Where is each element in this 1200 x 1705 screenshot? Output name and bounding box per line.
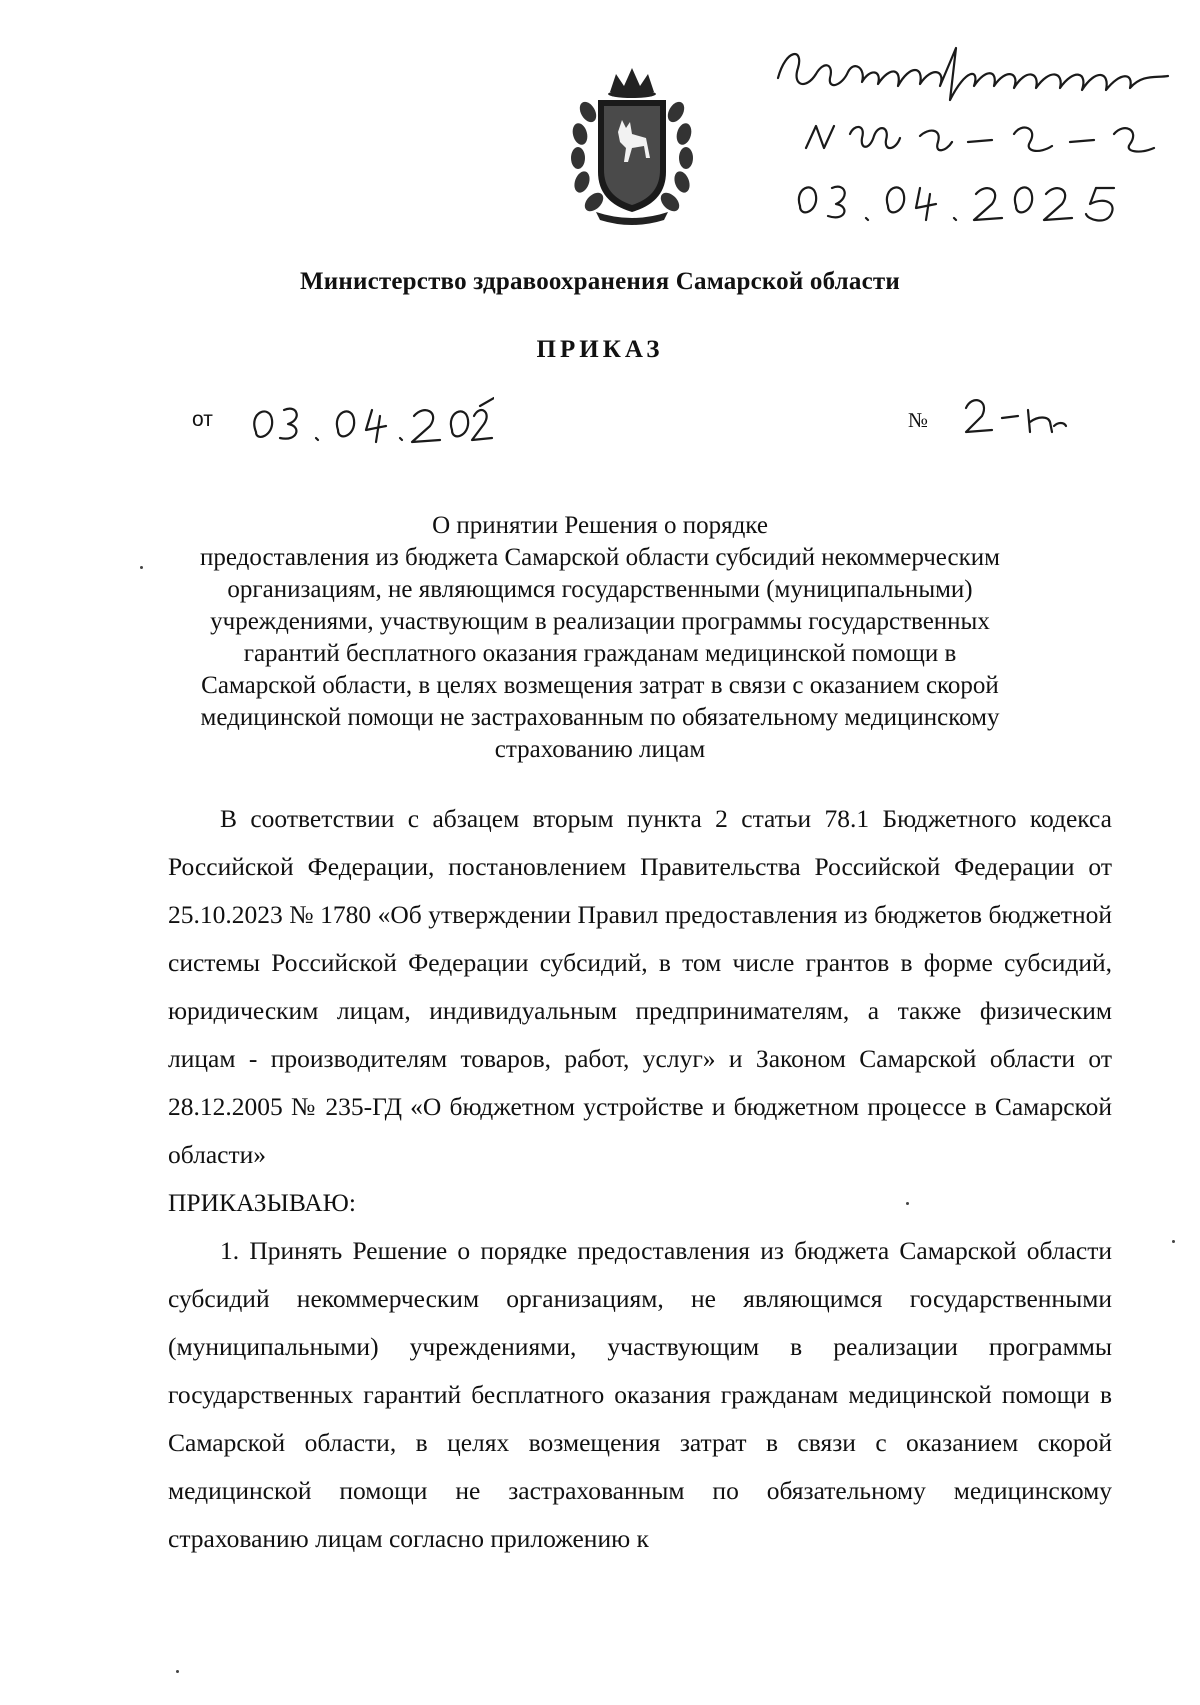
order-body [168, 795, 1112, 1563]
subject-line: Самарской области, в целях возмещения затрат в связи с оказанием скорой [201, 672, 999, 699]
subject-line: страхованию лицам [494, 736, 706, 763]
document-type-title: ПРИКАЗ [536, 336, 664, 363]
ministry-name: Министерство здравоохранения Самарской области [299, 268, 900, 295]
registration-stamp-handwriting [770, 38, 1180, 228]
preamble-paragraph: В соответствии с абзацем вторым пункта 2 статьи 78.1 Бюджетного кодекса Российской Федерации, постановлением Правительства Российской Федерации от 25.10.2023 № 1780 «Об утверждении Правил предоставления из бюджетов бюджетной системы Российской Федерации субсидий, в том числе грантов в форме субсидий, юридическим лицам, индивидуальным предпринимателям, а также физическим лицам - производителям товаров, работ, услуг» и Законом Самарской области от 28.12.2005 № 235-ГД «О бюджетном устройстве и бюджетном процессе в Самарской области» [168, 804, 1112, 1169]
order-directive: ПРИКАЗЫВАЮ: [168, 1188, 356, 1217]
subject-line: учреждениями, участвующим в реализации программы государственных [210, 608, 990, 635]
scan-speck [1172, 1240, 1175, 1243]
subject-line: О принятии Решения о порядке [432, 512, 768, 539]
subject-line: организациям, не являющимся государственными (муниципальными) [227, 576, 973, 603]
subject-line: гарантий бесплатного оказания гражданам медицинской помощи в [243, 640, 957, 667]
coat-of-arms-emblem [566, 62, 698, 226]
scan-speck [906, 1202, 909, 1205]
scan-speck [140, 566, 143, 569]
date-prefix: от [192, 408, 213, 431]
order-subject [150, 510, 1050, 766]
scan-speck [176, 1670, 179, 1673]
clause-1-paragraph: 1. Принять Решение о порядке предоставления из бюджета Самарской области субсидий некоммерческим организациям, не являющимся государственными (муниципальными) учреждениями, участвующим в реализации программы государственных гарантий бесплатного оказания гражданам медицинской помощи в Самарской области, в целях возмещения затрат в связи с оказанием скорой медицинской помощи не застрахованным по обязательному медицинскому страхованию лицам согласно приложению к [168, 1236, 1112, 1553]
handwritten-number [958, 386, 1068, 442]
number-prefix: № [908, 408, 929, 432]
handwritten-date [244, 388, 494, 448]
subject-line: предоставления из бюджета Самарской области субсидий некоммерческим [200, 544, 1000, 571]
subject-line: медицинской помощи не застрахованным по обязательному медицинскому [200, 704, 1000, 731]
